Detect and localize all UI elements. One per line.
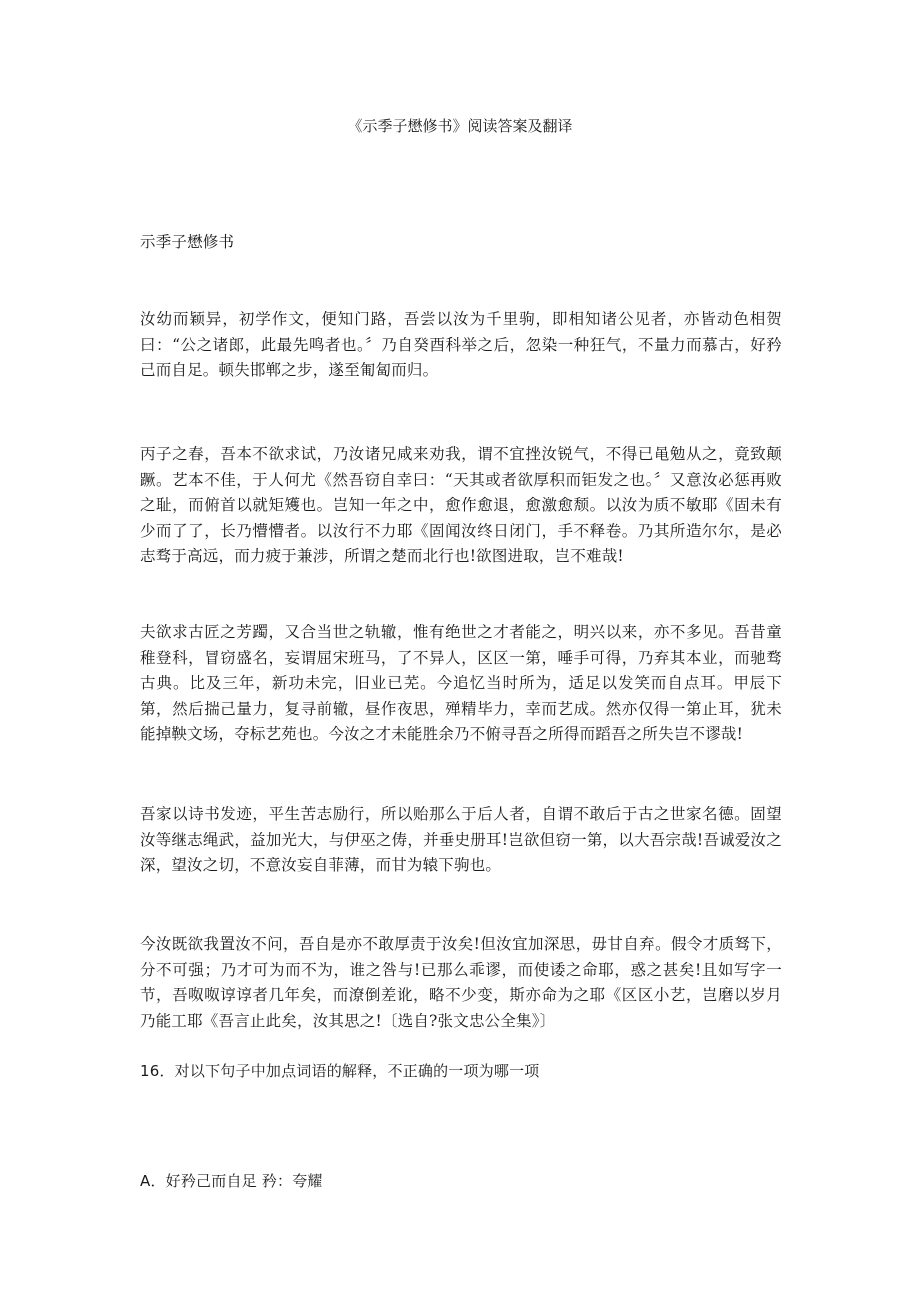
option-a: A．好矜己而自足 矜：夸耀	[140, 1172, 323, 1190]
document-title: 《示季子懋修书》阅读答案及翻译	[347, 117, 573, 135]
paragraph-2: 丙子之春，吾本不欲求试，乃汝诸兄咸来劝我，谓不宜挫汝锐气，不得已黾勉从之，竟致颠蹶。艺本不佳，于人何尤《然吾窃自幸曰：“天其或者欲厚积而钜发之也。〞又意汝必惩再败之耻，而俯首以就矩矱也。岂知一年之中，愈作愈退，愈激愈颓。以汝为质不敏耶《固未有少而了了，长乃懵懵者。以汝行不力耶《固闻汝终日闭门，手不释卷。乃其所造尔尔，是必志骛于高远，而力疲于兼涉，所谓之楚而北行也!欲图进取，岂不难哉!	[140, 445, 782, 565]
paragraph-4: 吾家以诗书发迹，平生苦志励行，所以贻那么于后人者，自谓不敢后于古之世家名德。固望汝等继志绳武，益加光大，与伊巫之俦，并垂史册耳!岂欲但窃一第，以大吾宗哉!吾诚爱汝之深，望汝之切，不意汝妄自菲薄，而甘为辕下驹也。	[140, 805, 782, 874]
paragraph-3: 夫欲求古匠之芳躅，又合当世之轨辙，惟有绝世之才者能之，明兴以来，亦不多见。吾昔童稚登科，冒窃盛名，妄谓屈宋班马，了不异人，区区一第，唾手可得，乃弃其本业，而驰骛古典。比及三年，新功未完，旧业已芜。今追忆当时所为，适足以发笑而自点耳。甲辰下第，然后揣己量力，复寻前辙，昼作夜思，殚精毕力，幸而艺成。然亦仅得一第止耳，犹未能掉鞅文场，夺标艺苑也。今汝之才未能胜余乃不俯寻吾之所得而蹈吾之所失岂不谬哉!	[140, 623, 782, 743]
paragraph-5: 今汝既欲我置汝不问，吾自是亦不敢厚责于汝矣!但汝宜加深思，毋甘自弃。假令才质驽下，分不可强；乃才可为而不为，谁之咎与!已那么乖谬，而使诿之命耶，惑之甚矣!且如写字一节，吾呶呶谆谆者几年矣，而潦倒差讹，略不少变，斯亦命为之耶《区区小艺，岂磨以岁月乃能工耶《吾言止此矣，汝其思之!〔选自?张文忠公全集》〕	[140, 935, 782, 1030]
section-title: 示季子懋修书	[140, 233, 235, 251]
paragraph-1: 汝幼而颖异，初学作文，便知门路，吾尝以汝为千里驹，即相知诸公见者，亦皆动色相贺曰：“公之诸郎，此最先鸣者也。〞乃自癸酉科举之后，忽染一种狂气，不量力而慕古，好矜己而自足。顿失邯郸之步，遂至匍匐而归。	[140, 310, 782, 379]
question-16: 16．对以下句子中加点词语的解释，不正确的一项为哪一项	[140, 1062, 540, 1080]
